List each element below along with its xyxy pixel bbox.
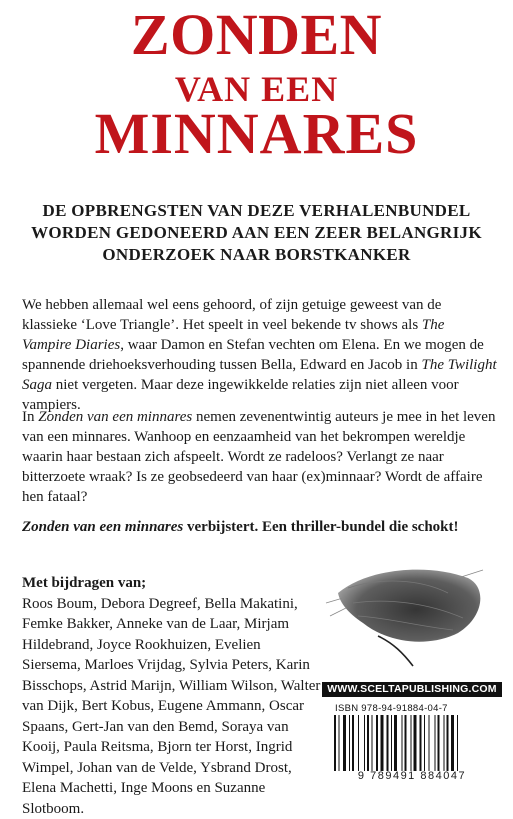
barcode-bar (402, 715, 403, 771)
donation-banner (0, 200, 513, 266)
barcode-bar (367, 715, 369, 771)
show-title: The Vampire Diaries (22, 317, 444, 353)
contributors-list: Roos Boum, Debora Degreef, Bella Makatini, Femke Bakker, Anneke van de Laar, Mirjam Hildebrand, Joyce Rookhuizen, Evelien Siersema, Marloes Vrijdag, Sylvia Peters, Karin Bisschops, Astrid Marijn, William Wilson, Walter van Dijk, Bert Kobus, Eugene Ammann, Oscar Spaans, Gert-Jan van den Bemd, Soraya van Kooij, Paula Reitsma, Bjorn ter Horst, Ingrid Wimpel, Johan van de Velde, Ysbrand Drost, Elena Machetti, Inge Moons en Suzanne Slotboom. (22, 594, 322, 819)
barcode-bar (343, 715, 346, 771)
barcode-bar (339, 715, 340, 771)
text-span: We hebben allemaal wel eens gehoord, of zijn getuige geweest van de klassieke ‘Love Triangle’. Het speelt in veel bekende tv shows als (22, 297, 441, 333)
title-line-3: MINNARES (0, 103, 513, 165)
barcode-bar (372, 715, 373, 771)
barcode-bar (457, 715, 458, 771)
text-span: In (22, 409, 38, 425)
banner-line: WORDEN GEDONEERD AAN EEN ZEER BELANGRIJK (0, 222, 513, 244)
barcode-bar (349, 715, 350, 771)
contributors-section (22, 573, 322, 819)
barcode-bar (420, 715, 422, 771)
barcode (332, 715, 500, 773)
barcode-bar (447, 715, 449, 771)
barcode-bar (381, 715, 384, 771)
feather-illustration (318, 548, 498, 668)
barcode-bar (414, 715, 417, 771)
text-span: verbijstert. Een thriller-bundel die schokt! (183, 519, 458, 535)
contributors-heading: Met bijdragen van; (22, 573, 322, 594)
title-line-2: VAN EEN (0, 69, 513, 109)
barcode-bar (364, 715, 365, 771)
barcode-bar (405, 715, 407, 771)
barcode-number: 9 789491 884047 (322, 770, 502, 782)
barcode-bar (411, 715, 412, 771)
barcode-bar (451, 715, 454, 771)
barcode-bar (444, 715, 445, 771)
barcode-bar (424, 715, 425, 771)
book-title-italic: Zonden van een minnares (38, 409, 192, 425)
show-title: The Twilight Saga (22, 357, 497, 393)
barcode-bar (438, 715, 440, 771)
barcode-bar (391, 715, 392, 771)
barcode-bar (394, 715, 397, 771)
tagline (22, 517, 497, 537)
barcode-bar (352, 715, 354, 771)
barcode-bar (435, 715, 436, 771)
title-line-1: ZONDEN (0, 4, 513, 66)
text-span: nemen zevenentwintig auteurs je mee in het leven van een minnares. Wanhoop en eenzaamheid van het bekrompen wereldje waarin haar bestaan zich afspeelt. Wordt ze radeloos? Verlangt ze naar bitterzoete wraak? Is ze geobsedeerd van haar (ex)minnaar? Wordt de affaire hen fataal? (22, 409, 495, 505)
intro-paragraph (22, 295, 497, 415)
text-span: niet vergeten. Maar deze ingewikkelde relaties zijn niet alleen voor vampiers. (22, 377, 459, 413)
barcode-bar (387, 715, 389, 771)
barcode-bar (376, 715, 378, 771)
text-span: , waar Damon en Stefan vechten om Elena. En we mogen de spannende driehoeksverhouding tussen Bella, Edward en Jacob in (22, 337, 484, 373)
synopsis-paragraph (22, 407, 497, 507)
publisher-url: WWW.SCELTAPUBLISHING.COM (322, 682, 502, 697)
banner-line: DE OPBRENGSTEN VAN DEZE VERHALENBUNDEL (0, 200, 513, 222)
barcode-bar (358, 715, 359, 771)
isbn-label: ISBN 978-94-91884-04-7 (335, 703, 495, 714)
book-title-italic: Zonden van een minnares (22, 519, 183, 535)
barcode-bar (429, 715, 430, 771)
barcode-bar (334, 715, 336, 771)
banner-line: ONDERZOEK NAAR BORSTKANKER (0, 244, 513, 266)
